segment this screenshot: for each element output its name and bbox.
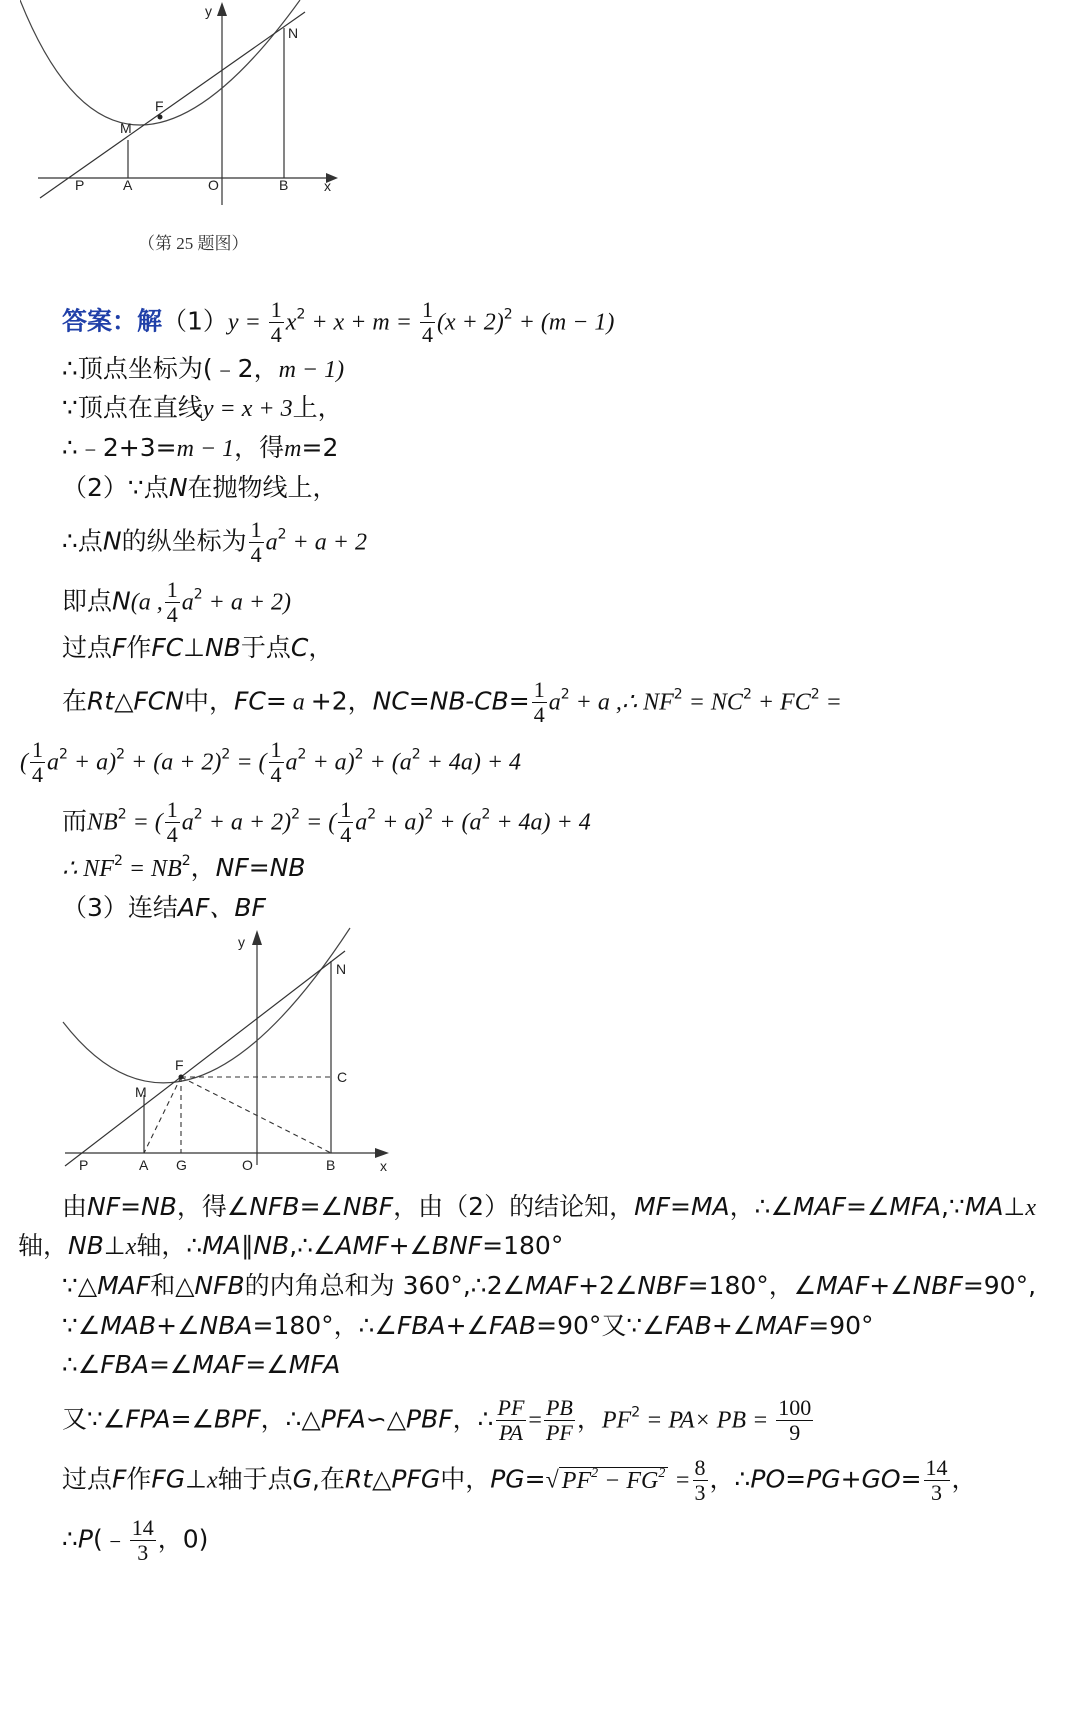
part3-line-2: 轴，NB⊥x轴，∴MA∥NB,∴∠AMF+∠BNF=180° — [18, 1231, 564, 1260]
label-O: O — [242, 1157, 253, 1173]
label-M: M — [135, 1084, 147, 1100]
eq-tail: + (m − 1) — [512, 309, 615, 336]
fraction-quarter-2: $\frac{1}{4}$ — [421, 297, 433, 347]
label-y: y — [205, 3, 212, 19]
label-N: N — [288, 25, 299, 41]
segment-FB-dashed — [181, 1077, 331, 1153]
point-F — [179, 1075, 184, 1080]
eq-square: (x + 2) — [436, 309, 504, 336]
x-axis-arrow-icon — [375, 1148, 389, 1158]
eq-x: x — [285, 309, 297, 336]
line-PN — [40, 12, 305, 198]
figure-1-caption: （第 25 题图） — [138, 234, 249, 253]
part3-line-5: ∴∠FBA=∠MAF=∠MFA — [62, 1350, 341, 1379]
sqrt-radicand: $PF^2 - FG^2$ — [559, 1467, 669, 1494]
part3-PG-line: 过点F作FG⊥x轴于点G,在Rt△PFG中，PG=√ $PF^2 - FG^2$ = $\frac{8}{3}$ ，∴PO=PG+GO= $\frac{14}{3}$ ， — [62, 1455, 977, 1505]
part1-number: （1） — [162, 306, 228, 336]
label-G: G — [176, 1157, 187, 1173]
sqrt-symbol: √ — [545, 1467, 559, 1494]
vertex-on-line: ∵顶点在直线y = x + 3上， — [62, 393, 343, 422]
figure-2-construction-diagram — [55, 925, 400, 1180]
part3-line-3: ∵△MAF和△NFB的内角总和为 360°,∴2∠MAF+2∠NBF=180°，∠MAF+∠NBF=90°, — [62, 1271, 1037, 1300]
NB-squared-expansion: 而$NB^2$ = ( $\frac{1}{4}$ $a^2 + a + 2)^2$ = ( $\frac{1}{4}$ $a^2 + a)^2 + (a^2 + 4a) + 4$ — [62, 797, 591, 847]
part3-intro: （3）连结AF、BF — [62, 893, 266, 922]
triangle-FCN-line: 在Rt△FCN中，FC= a +2，NC=NB-CB= $\frac{1}{4}$ $a^2 + a$ ,∴ $NF^2 = NC^2 + FC^2$ = — [62, 677, 842, 727]
answer-line: 答案：解（1）y = $\frac{1}{4}$ $x^2 + x + m$ = $\frac{1}{4}$ $(x + 2)^2 + (m - 1)$ — [62, 297, 615, 347]
NF-squared-expansion: ( $\frac{1}{4}$ $a^2 + a)^2 + (a + 2)^2$ = ( $\frac{1}{4}$ $a^2 + a)^2 + (a^2 + 4a) + 4$ — [20, 737, 522, 787]
label-P: P — [75, 177, 85, 193]
y-axis-arrow-icon — [252, 930, 262, 945]
part3-P-coordinate: ∴P(﹣ $\frac{14}{3}$ ，0) — [62, 1515, 209, 1565]
part3-line-1: 由NF=NB，得∠NFB=∠NBF，由（2）的结论知，MF=MA，∴∠MAF=∠MFA,∵MA⊥x — [62, 1192, 1036, 1221]
figure-1-parabola-diagram — [20, 0, 350, 225]
label-x: x — [380, 1158, 387, 1174]
label-M: M — [120, 120, 132, 136]
construct-FC-line: 过点F作FC⊥NB于点C， — [62, 633, 334, 662]
eq-y: y = — [227, 309, 267, 336]
point-F — [158, 115, 163, 120]
label-O: O — [208, 177, 219, 193]
part2-intro: （2）∵点N在抛物线上， — [62, 473, 338, 502]
label-N: N — [336, 961, 347, 977]
solve-m-line: ∴﹣2+3=m − 1，得m=2 — [62, 433, 339, 462]
label-F: F — [175, 1057, 184, 1073]
label-A: A — [123, 177, 133, 193]
label-y: y — [238, 934, 245, 950]
part3-line-4: ∵∠MAB+∠NBA=180°，∴∠FBA+∠FAB=90°又∵∠FAB+∠MAF=90° — [62, 1311, 874, 1340]
eq-rest: + x + m = — [305, 309, 418, 336]
label-B: B — [326, 1157, 336, 1173]
segment-FA-dashed — [144, 1077, 181, 1153]
label-C: C — [337, 1069, 348, 1085]
label-x: x — [324, 178, 331, 194]
N-ordinate-line: ∴点N的纵坐标为 $\frac{1}{4}$ $a^2 + a + 2$ — [62, 517, 367, 567]
label-P: P — [79, 1157, 89, 1173]
line-PN — [65, 951, 348, 1166]
parabola-curve — [63, 928, 350, 1083]
label-A: A — [139, 1157, 149, 1173]
label-B: B — [279, 177, 289, 193]
label-F: F — [155, 98, 164, 114]
part3-similar-triangles: 又∵∠FPA=∠BPF，∴△PFA∽△PBF，∴ $\frac{PF}{PA}$ = $\frac{PB}{PF}$ ，$PF^2 = PA\times$ PB = $\frac{100}{9}$ — [62, 1395, 812, 1445]
NF-equals-NB-line: ∴ $NF^2 = NB^2$，NF=NB — [62, 853, 306, 882]
fraction-quarter: $\frac{1}{4}$ — [270, 297, 282, 347]
vertex-coordinate-line: ∴顶点坐标为(﹣2，m − 1) — [62, 354, 345, 383]
N-coordinate-line: 即点N(a , $\frac{1}{4}$ $a^2 + a + 2$) — [62, 577, 292, 627]
y-axis-arrow-icon — [217, 2, 227, 16]
answer-label: 答案：解 — [62, 306, 163, 336]
